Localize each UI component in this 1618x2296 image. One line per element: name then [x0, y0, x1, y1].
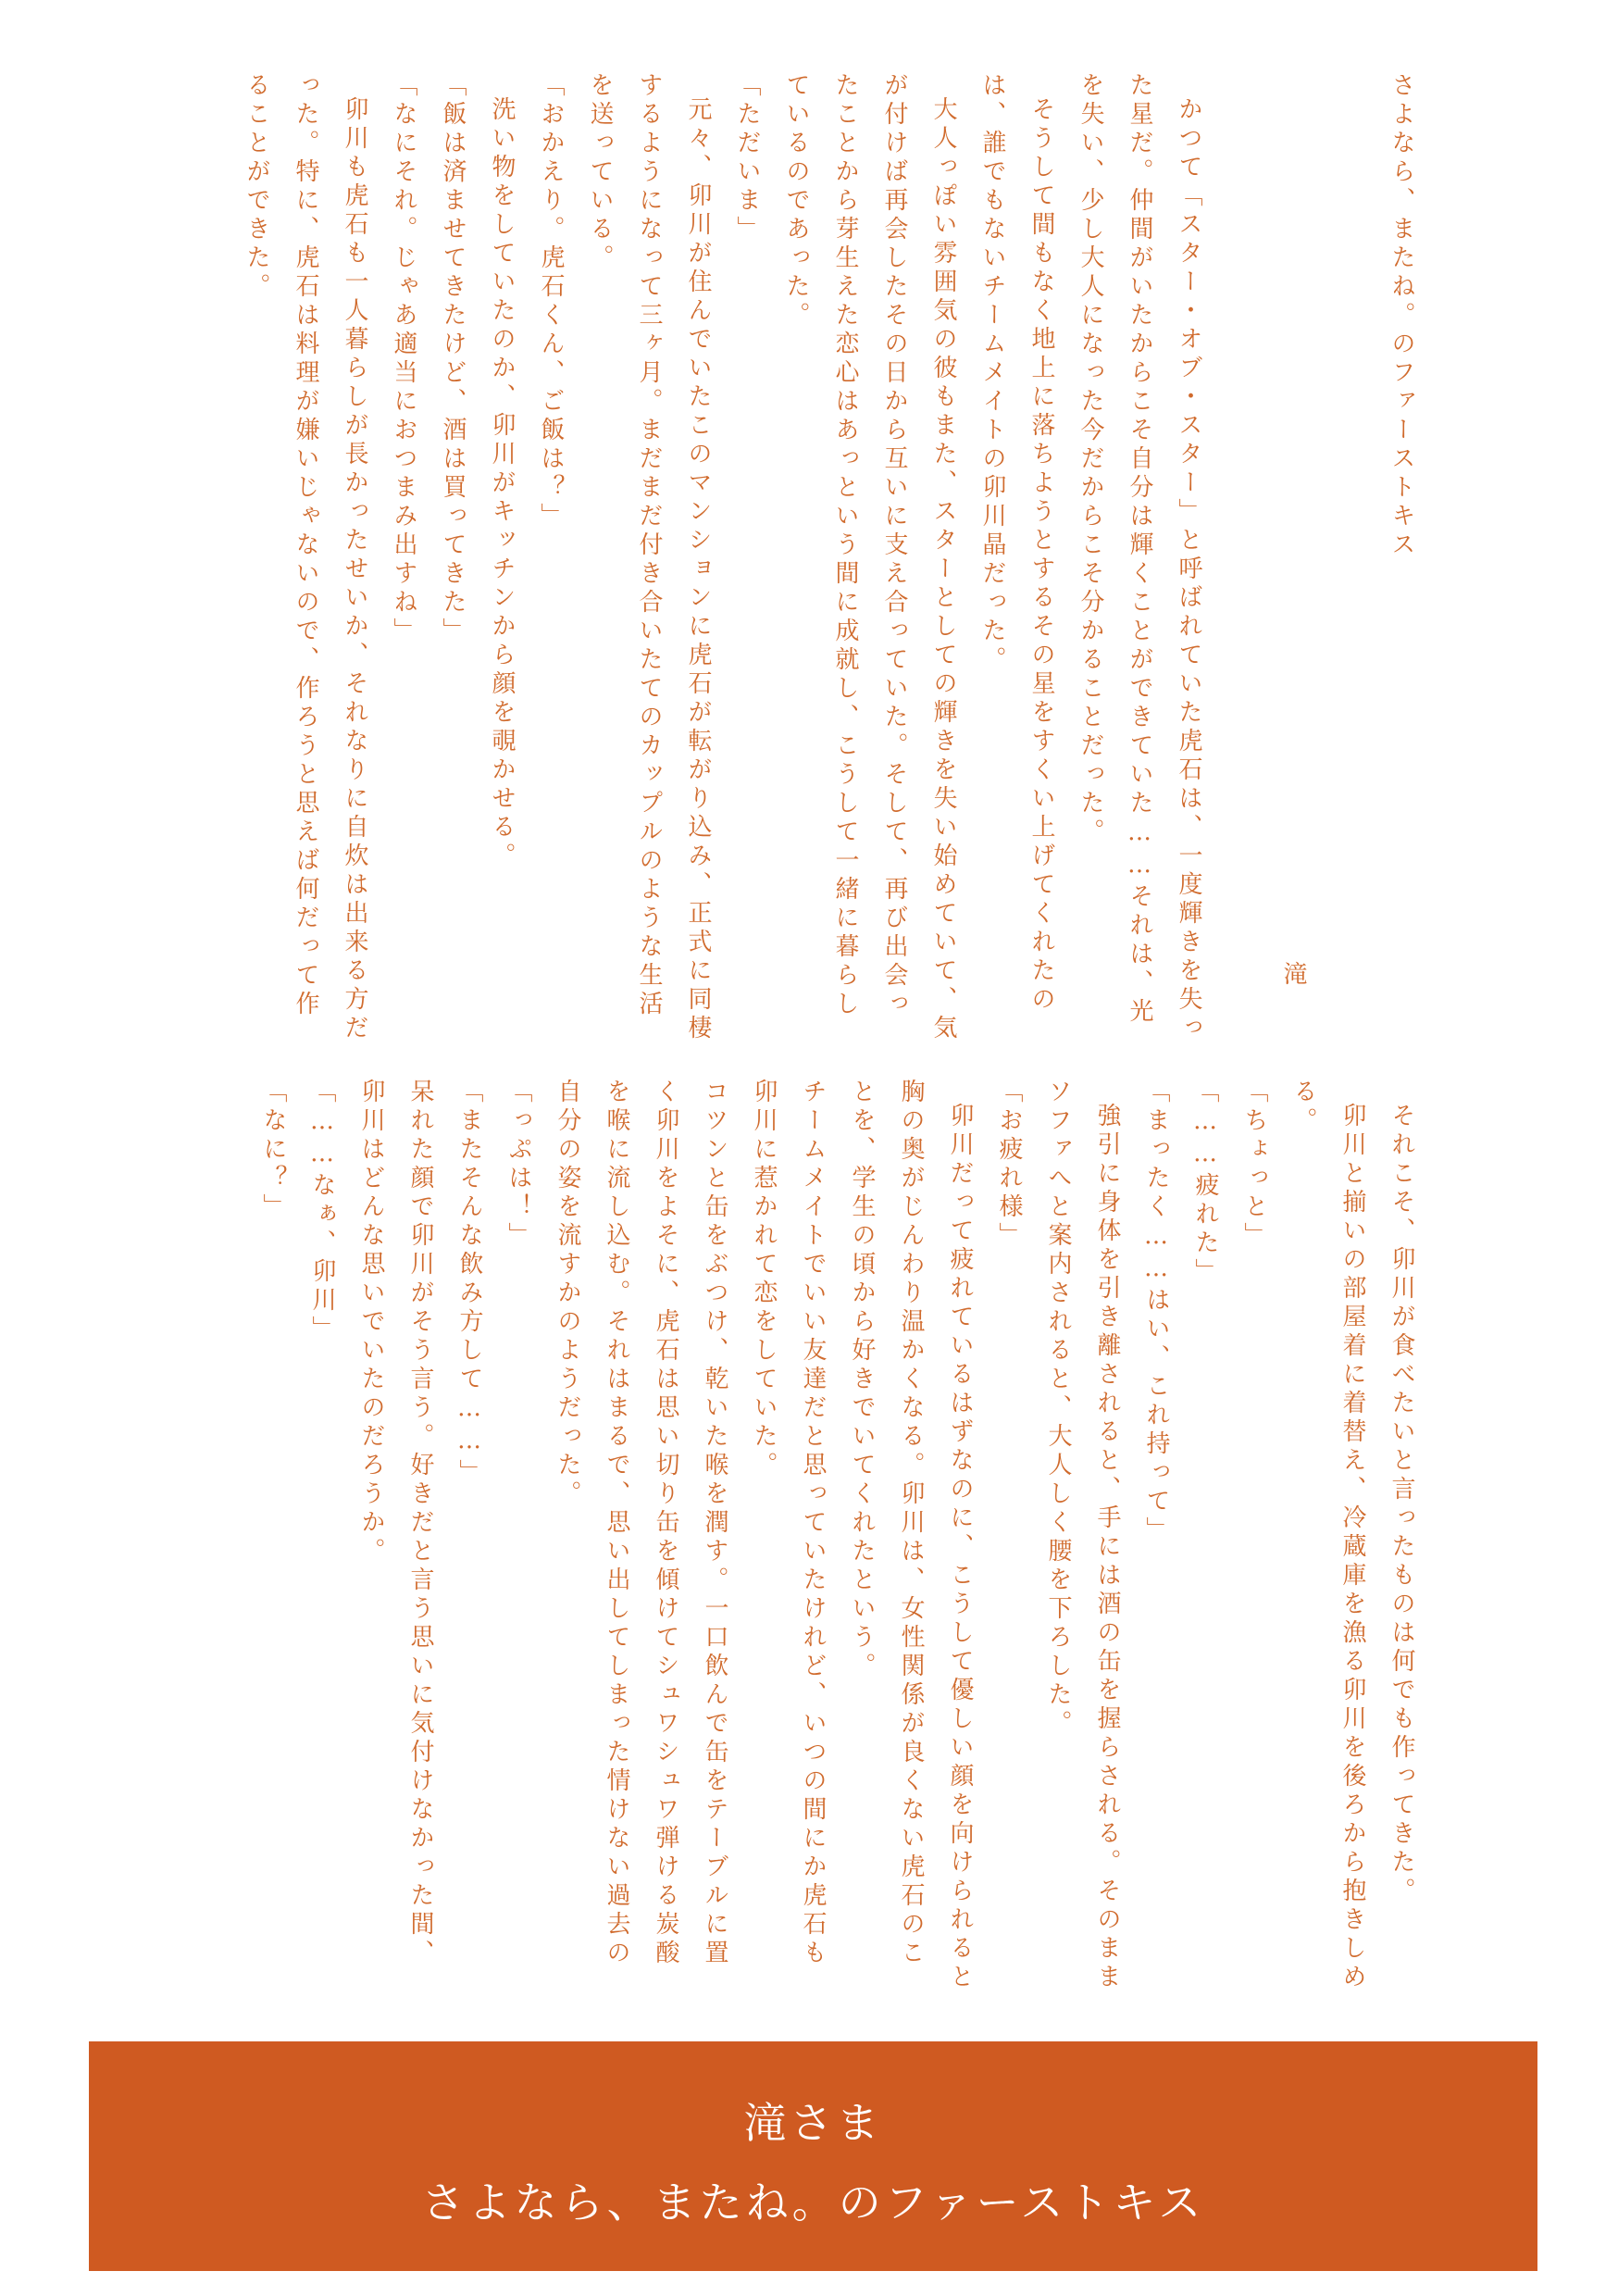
dialogue: 「お疲れ様」: [995, 1079, 1023, 1251]
story-title: さよなら、またね。のファーストキス: [1388, 72, 1415, 560]
dialogue: 「飯は済ませてきたけど、酒は買ってきた」: [439, 72, 467, 646]
paragraph: チームメイトでいい友達だと思っていたけれど、いつの間にか虎石も卯川に惹かれて恋をしていた。: [750, 1079, 827, 1968]
paragraph: 呆れた顔で卯川がそう言う。好きだと言う思いに気付けなかった間、卯川はどんな思いでいたのだろうか。: [357, 1079, 434, 1968]
dialogue: 「またそんな飲み方して……」: [455, 1079, 483, 1488]
paragraph: コツンと缶をぶつけ、乾いた喉を潤す。一口飲んで缶をテーブルに置く卯川をよそに、虎石は思い切り缶を傾けてシュワシュワ弾ける炭酸を喉に流し込む。それはまるで、思い出してしまった情けない過去の自分の姿を流すかのようだった。: [554, 1079, 728, 1968]
dialogue: 「……疲れた」: [1191, 1079, 1219, 1287]
dialogue: 「なにそれ。じゃあ適当におつまみ出すね」: [390, 72, 417, 646]
paragraph: 強引に身体を引き離されると、手には酒の缶を握らされる。そのままソファへと案内されると、大人しく腰を下ろした。: [1044, 1079, 1121, 1992]
dialogue: 「ちょっと」: [1240, 1079, 1268, 1251]
dialogue: 「おかえり。虎石くん、ご飯は？」: [537, 72, 565, 531]
paragraph: 元々、卯川が住んでいたこのマンションに虎石が転がり込み、正式に同棲するようになって三ヶ月。まだまだ付き合いたてのカップルのような生活を送っている。: [586, 72, 712, 1043]
banner-author: 滝さま: [743, 2098, 883, 2148]
top-text-block: [111, 72, 1425, 1044]
bottom-text-block: [111, 1079, 1425, 1995]
paragraph: 卯川と揃いの部屋着に着替え、冷蔵庫を漁る卯川を後ろから抱きしめる。: [1289, 1079, 1366, 1992]
author-name: 滝: [1279, 961, 1307, 990]
dialogue: 「ただいま」: [733, 72, 761, 244]
paragraph: そうして間もなく地上に落ちようとするその星をすくい上げてくれたのは、誰でもないチームメイトの卯川晶だった。: [978, 72, 1055, 1015]
dialogue: 「……なぁ、卯川」: [308, 1079, 336, 1344]
banner-title: さよなら、またね。のファーストキス: [421, 2177, 1205, 2227]
dialogue: 「まったく……はい、これ持って」: [1142, 1079, 1170, 1545]
paragraph: 洗い物をしていたのか、卯川がキッチンから顔を覗かせる。: [488, 96, 516, 871]
paragraph: かつて「スター・オブ・スター」と呼ばれていた虎石は、一度輝きを失った星だ。仲間がいたからこそ自分は輝くことができていた……それは、光を失い、少し大人になった今だからこそ分かることだった。: [1077, 72, 1202, 1043]
title-banner: [89, 2041, 1537, 2271]
dialogue: 「っぷは！」: [504, 1079, 532, 1251]
paragraph: 卯川だって疲れているはずなのに、こうして優しい顔を向けられると胸の奥がじんわり温かくなる。卯川は、女性関係が良くない虎石のことを、学生の頃から好きでいてくれたという。: [848, 1079, 974, 1992]
paragraph: それこそ、卯川が食べたいと言ったものは何でも作ってきた。: [1388, 1103, 1415, 1906]
paragraph: 卯川も虎石も一人暮らしが長かったせいか、それなりに自炊は出来る方だった。特に、虎石は料理が嫌いじゃないので、作ろうと思えば何だって作ることができた。: [243, 72, 368, 1043]
paragraph: 大人っぽい雰囲気の彼もまた、スターとしての輝きを失い始めていて、気が付けば再会したその日から互いに支え合っていた。そして、再び出会ったことから芽生えた恋心はあっという間に成就し、こうして一緒に暮らしているのであった。: [782, 72, 957, 1043]
dialogue: 「なに？」: [259, 1079, 287, 1222]
